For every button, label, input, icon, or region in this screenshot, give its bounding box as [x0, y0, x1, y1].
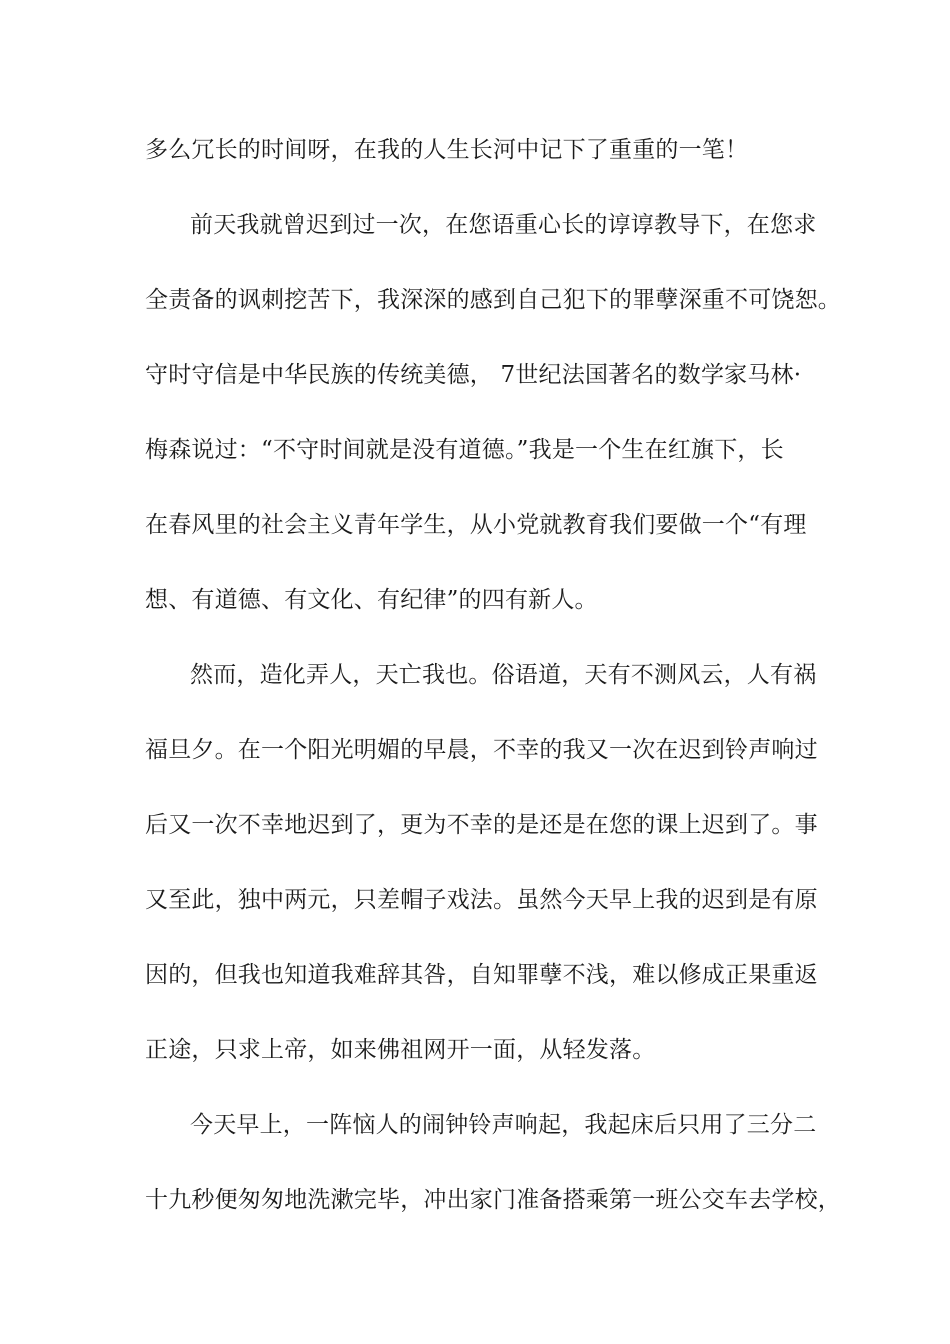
text-line: 十九秒便匆匆地洗漱完毕，冲出家门准备搭乘第一班公交车去学校， — [145, 1187, 841, 1213]
text-line: 梅森说过：“不守时间就是没有道德。”我是一个生在红旗下，长 — [145, 437, 784, 463]
paragraph-start-line: 然而，造化弄人，天亡我也。俗语道，天有不测风云，人有祸 — [190, 662, 817, 688]
paragraph-start-line: 前天我就曾迟到过一次，在您语重心长的谆谆教导下，在您求 — [190, 212, 817, 238]
text-line: 因的，但我也知道我难辞其咎，自知罪孽不浅，难以修成正果重返 — [145, 962, 818, 988]
text-line: 在春风里的社会主义青年学生，从小党就教育我们要做一个“有理 — [145, 512, 807, 538]
text-line: 全责备的讽刺挖苦下，我深深的感到自己犯下的罪孽深重不可饶恕。 — [145, 287, 841, 313]
text-line-1: 多么冗长的时间呀，在我的人生长河中记下了重重的一笔！ — [145, 137, 749, 163]
text-line: 想、有道德、有文化、有纪律”的四有新人。 — [145, 587, 598, 613]
text-line: 又至此，独中两元，只差帽子戏法。虽然今天早上我的迟到是有原 — [145, 887, 818, 913]
text-line: 正途，只求上帝，如来佛祖网开一面，从轻发落。 — [145, 1037, 656, 1063]
paragraph-start-line: 今天早上，一阵恼人的闹钟铃声响起，我起床后只用了三分二 — [190, 1112, 817, 1138]
text-line: 福旦夕。在一个阳光明媚的早晨，不幸的我又一次在迟到铃声响过 — [145, 737, 818, 763]
text-line: 后又一次不幸地迟到了，更为不幸的是还是在您的课上迟到了。事 — [145, 812, 818, 838]
text-line: 守时守信是中华民族的传统美德， 7世纪法国著名的数学家马林· — [145, 362, 802, 388]
